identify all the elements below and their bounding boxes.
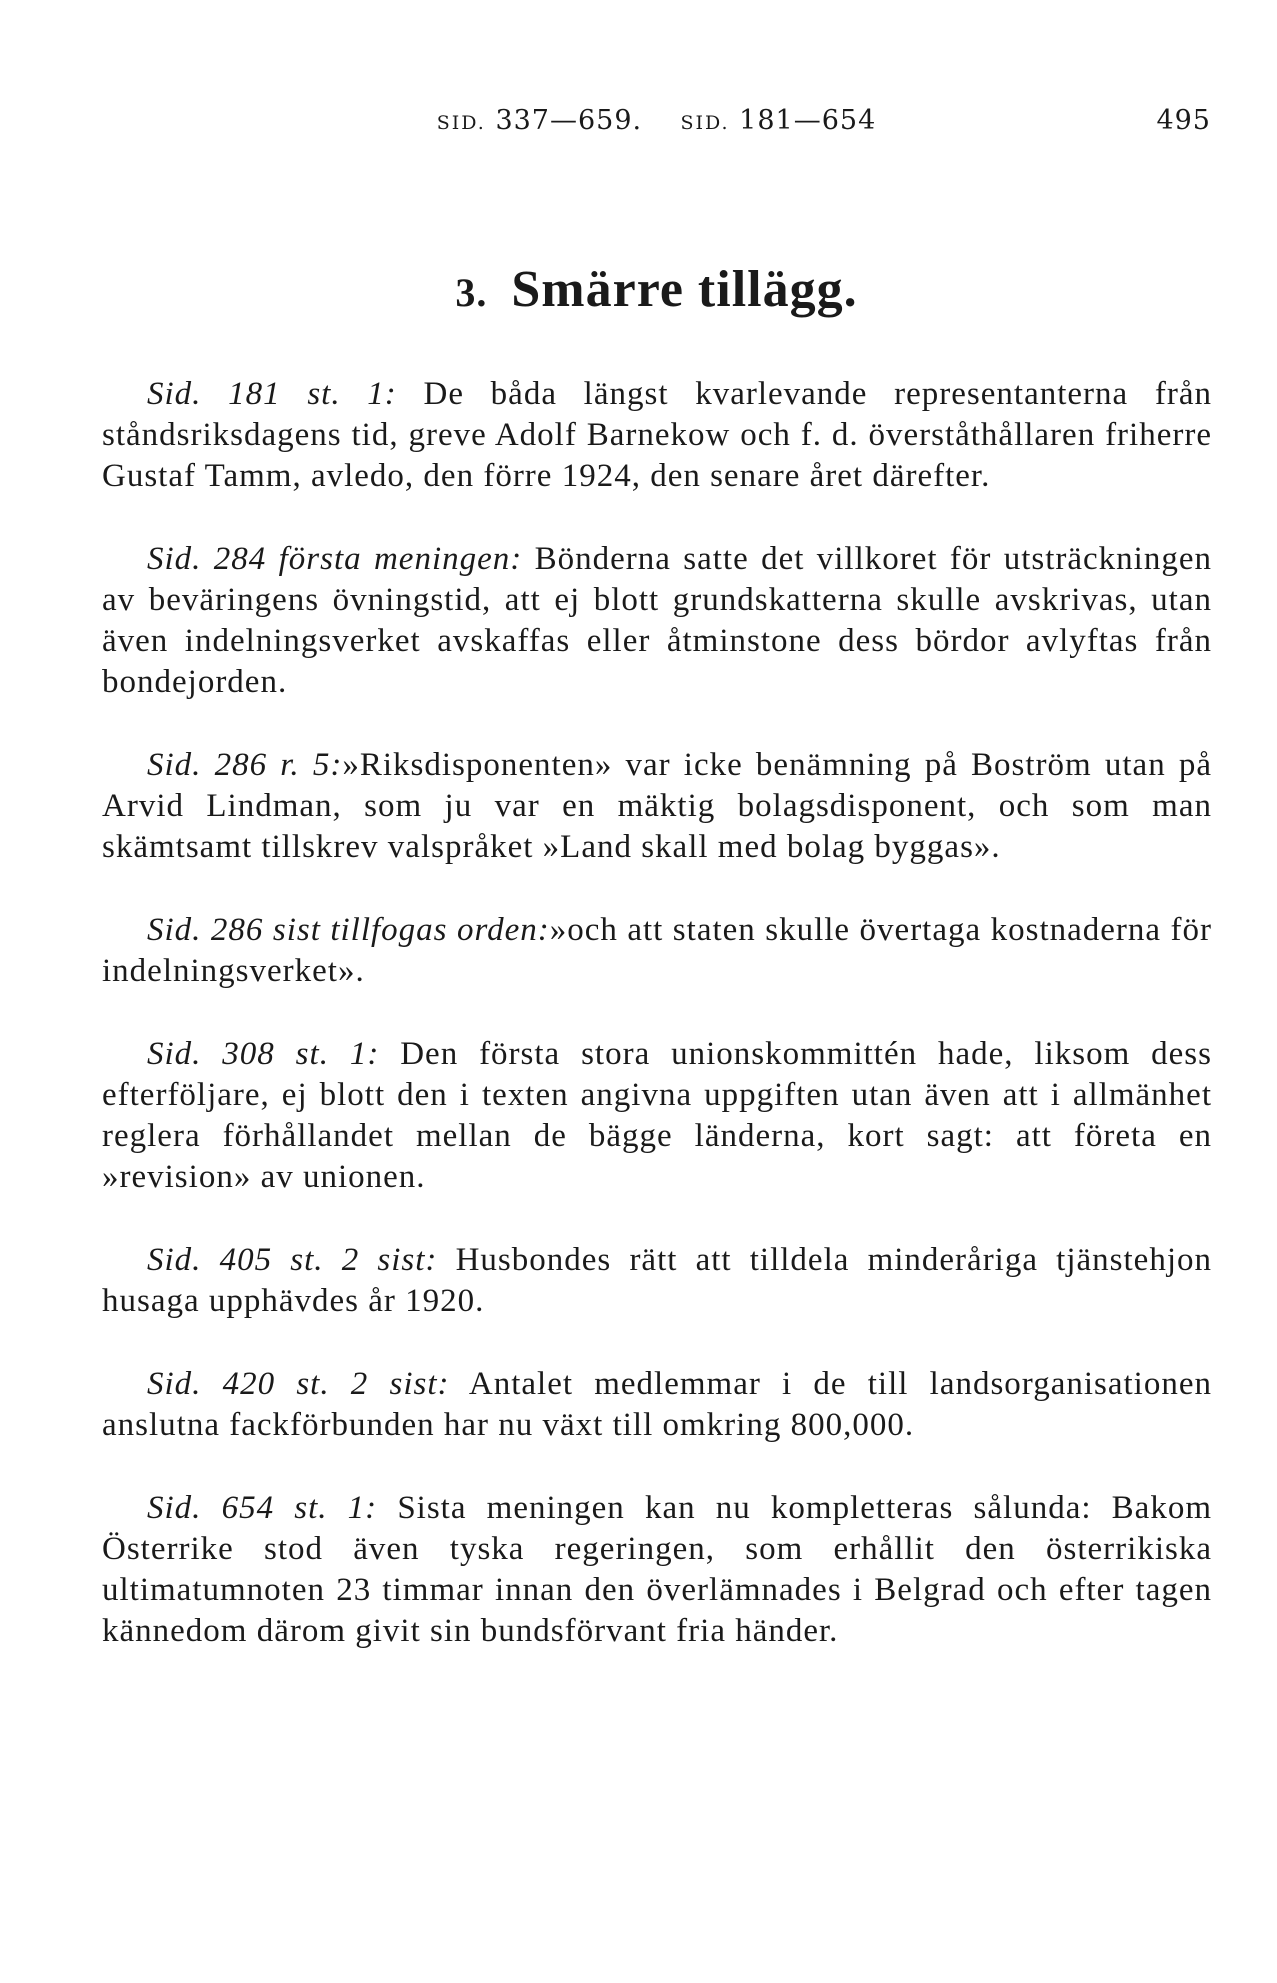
section-title: Smärre tillägg. (511, 261, 858, 318)
paragraph-text: »Riksdisponenten» var icke benämning på Boström utan på Arvid Lindman, som ju var en mäktig bolagsdisponent, och som man skämtsamt tillskrev valspråket »Land skall med bolag byggas». (102, 747, 1213, 865)
page-reference: Sid. 308 st. 1: (147, 1036, 380, 1072)
paragraph-text: Antalet medlemmar i de till landsorganisationen anslutna fackförbunden har nu växt till omkring 800,000. (102, 1366, 1212, 1443)
paragraph (102, 1240, 1212, 1322)
paragraph (102, 1488, 1212, 1652)
paragraph (102, 374, 1212, 497)
page-reference: Sid. 286 sist tillfogas orden: (147, 912, 550, 948)
paragraph-text: Bönderna satte det villkoret för utsträckningen av beväringens övningstid, att ej blott grundskatterna skulle avskrivas, utan även indelningsverket avskaffas eller åtminstone dess bördor avlyftas från bondejorden. (102, 541, 1212, 700)
section-heading (102, 260, 1211, 319)
page-reference: Sid. 654 st. 1: (147, 1490, 378, 1526)
paragraph (102, 745, 1212, 868)
page-reference: Sid. 284 första meningen: (147, 541, 523, 577)
paragraph-text: Sista meningen kan nu kompletteras sålunda: Bakom Österrike stod även tyska regeringen, som erhållit den österrikiska ultimatumnoten 23 timmar innan den överlämnades i Belgrad och efter tagen kännedom därom givit sin bundsförvant fria händer. (102, 1490, 1212, 1649)
ref2-label: SID. (680, 112, 730, 134)
page-reference: Sid. 181 st. 1: (147, 376, 397, 412)
paragraph-text: De båda längst kvarlevande representanterna från ståndsriksdagens tid, greve Adolf Barnekow och f. d. överståthållaren friherre Gustaf Tamm, avledo, den förre 1924, den senare året därefter. (102, 376, 1212, 494)
section-number: 3. (455, 270, 488, 315)
page-reference: Sid. 420 st. 2 sist: (147, 1366, 450, 1402)
paragraph (102, 539, 1212, 703)
paragraph (102, 1034, 1212, 1198)
ref2-range: 181—654 (739, 105, 877, 136)
paragraph (102, 910, 1212, 992)
ref1-range: 337—659. (495, 105, 643, 136)
running-head (102, 105, 1211, 145)
page-range-references (102, 105, 1211, 136)
paragraph (102, 1364, 1212, 1446)
body-text (102, 374, 1212, 1694)
page-reference: Sid. 405 st. 2 sist: (147, 1242, 438, 1278)
paragraph-text: »och att staten skulle övertaga kostnaderna för indelningsverket». (102, 912, 1212, 989)
page-number: 495 (1156, 105, 1211, 136)
page-reference: Sid. 286 r. 5: (147, 747, 343, 783)
paragraph-text: Den första stora unionskommittén hade, liksom dess efterföljare, ej blott den i texten angivna uppgiften utan även att i allmänhet reglera förhållandet mellan de bägge länderna, kort sagt: att företa en »revision» av unionen. (102, 1036, 1212, 1195)
paragraph-text: Husbondes rätt att tilldela minderåriga tjänstehjon husaga upphävdes år 1920. (102, 1242, 1212, 1319)
ref1-label: SID. (436, 112, 486, 134)
